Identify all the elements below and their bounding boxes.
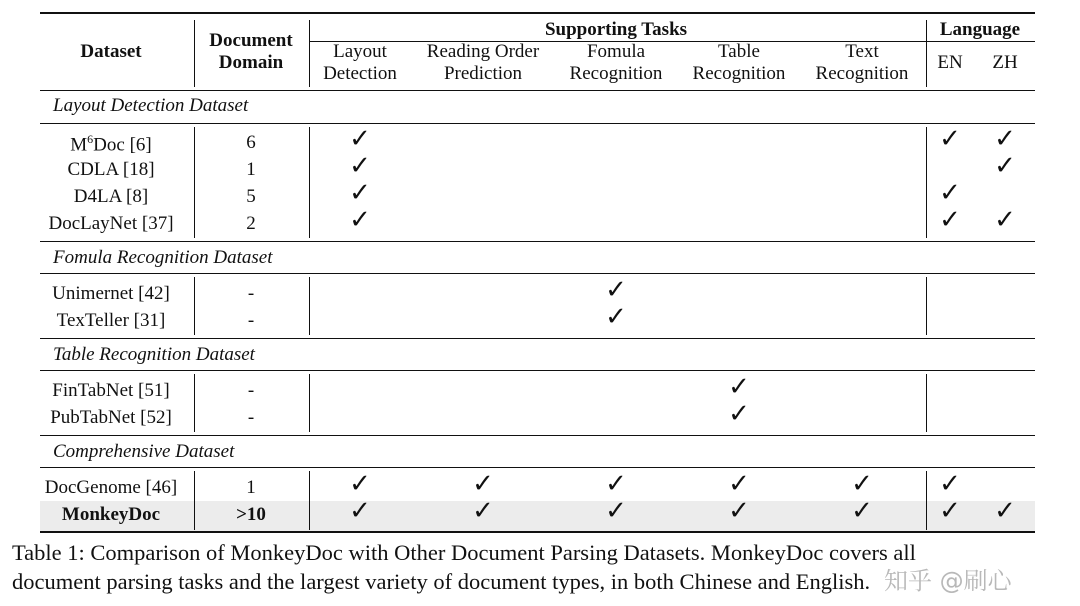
group-rule-4 bbox=[40, 338, 1035, 339]
checkmark-icon: ✓ bbox=[605, 302, 627, 332]
checkmark-icon: ✓ bbox=[605, 496, 627, 526]
checkmark-icon: ✓ bbox=[472, 496, 494, 526]
dataset-name bbox=[50, 408, 172, 427]
header-domain-line1: Document bbox=[209, 30, 293, 51]
group-rule-1 bbox=[40, 123, 1035, 124]
checkmark-icon: ✓ bbox=[994, 151, 1016, 181]
dataset-name-superscript: 6 bbox=[87, 132, 94, 146]
header-lang-zh: ZH bbox=[992, 52, 1018, 73]
dataset-name-suffix: Doc [6] bbox=[93, 134, 152, 156]
dataset-name-text: CDLA [18] bbox=[67, 159, 155, 180]
dataset-name bbox=[57, 311, 166, 330]
document-domain-value: - bbox=[247, 283, 255, 304]
checkmark-icon: ✓ bbox=[939, 496, 961, 526]
checkmark-icon: ✓ bbox=[994, 124, 1016, 154]
checkmark-icon: ✓ bbox=[605, 469, 627, 499]
header-task-table-line1: Table bbox=[718, 41, 760, 62]
caption-line-2: document parsing tasks and the largest variety of document types, in both Chinese and English. bbox=[12, 569, 871, 594]
highlight-row-background bbox=[40, 501, 1035, 531]
comparison-table bbox=[40, 0, 1035, 540]
header-task-table-line2: Recognition bbox=[692, 63, 786, 84]
dataset-name bbox=[48, 214, 173, 233]
column-divider bbox=[309, 277, 310, 335]
checkmark-icon: ✓ bbox=[939, 469, 961, 499]
document-domain-value: 1 bbox=[246, 159, 256, 180]
column-divider bbox=[926, 471, 927, 530]
group-rule-2 bbox=[40, 241, 1035, 242]
group-rule-5 bbox=[40, 370, 1035, 371]
checkmark-icon: ✓ bbox=[851, 469, 873, 499]
caption-line-1: Table 1: Comparison of MonkeyDoc with Other Document Parsing Datasets. MonkeyDoc covers all bbox=[12, 540, 916, 565]
dataset-name-text: DocGenome [46] bbox=[44, 477, 178, 498]
document-domain-value: 5 bbox=[246, 186, 256, 207]
header-language: Language bbox=[939, 19, 1021, 40]
column-divider bbox=[194, 277, 195, 335]
checkmark-icon: ✓ bbox=[728, 469, 750, 499]
group-title: Fomula Recognition Dataset bbox=[53, 247, 273, 268]
group-title: Layout Detection Dataset bbox=[53, 95, 249, 116]
dataset-name bbox=[62, 505, 160, 524]
header-task-text-line2: Recognition bbox=[815, 63, 909, 84]
dataset-name-text: PubTabNet [52] bbox=[50, 407, 172, 428]
header-task-reading-line1: Reading Order bbox=[426, 41, 540, 62]
checkmark-icon: ✓ bbox=[939, 178, 961, 208]
dataset-name-text: DocLayNet [37] bbox=[48, 213, 174, 234]
checkmark-icon: ✓ bbox=[994, 205, 1016, 235]
checkmark-icon: ✓ bbox=[349, 496, 371, 526]
dataset-name-text: M bbox=[70, 134, 88, 156]
document-domain-value: 1 bbox=[246, 477, 256, 498]
column-divider bbox=[309, 471, 310, 530]
column-divider bbox=[194, 374, 195, 432]
group-title: Table Recognition Dataset bbox=[53, 344, 255, 365]
bottom-rule bbox=[40, 531, 1035, 533]
checkmark-icon: ✓ bbox=[939, 124, 961, 154]
group-title: Comprehensive Dataset bbox=[53, 441, 235, 462]
checkmark-icon: ✓ bbox=[349, 469, 371, 499]
checkmark-icon: ✓ bbox=[728, 372, 750, 402]
language-underline bbox=[927, 41, 1035, 42]
document-domain-value: - bbox=[247, 380, 255, 401]
checkmark-icon: ✓ bbox=[349, 151, 371, 181]
header-column-divider bbox=[194, 20, 195, 87]
checkmark-icon: ✓ bbox=[851, 496, 873, 526]
checkmark-icon: ✓ bbox=[994, 496, 1016, 526]
document-domain-value: 6 bbox=[246, 132, 256, 153]
document-domain-value: 2 bbox=[246, 213, 256, 234]
header-task-layout-line2: Detection bbox=[323, 63, 397, 84]
dataset-name bbox=[45, 478, 177, 497]
checkmark-icon: ✓ bbox=[349, 178, 371, 208]
watermark: 知乎 @刷心 bbox=[884, 567, 1012, 595]
document-domain-value: - bbox=[247, 310, 255, 331]
column-divider bbox=[194, 127, 195, 238]
group-rule-7 bbox=[40, 467, 1035, 468]
dataset-name-text: D4LA [8] bbox=[73, 186, 149, 207]
checkmark-icon: ✓ bbox=[605, 275, 627, 305]
header-task-text-line1: Text bbox=[845, 41, 879, 62]
header-task-formula-line1: Fomula bbox=[586, 41, 646, 62]
header-lang-en: EN bbox=[937, 52, 963, 73]
column-divider bbox=[309, 374, 310, 432]
checkmark-icon: ✓ bbox=[349, 124, 371, 154]
header-task-layout-line1: Layout bbox=[333, 41, 387, 62]
column-divider bbox=[926, 374, 927, 432]
checkmark-icon: ✓ bbox=[728, 496, 750, 526]
group-rule-6 bbox=[40, 435, 1035, 436]
dataset-name bbox=[52, 284, 170, 303]
document-domain-value: - bbox=[247, 407, 255, 428]
top-rule bbox=[40, 12, 1035, 14]
group-rule-3 bbox=[40, 273, 1035, 274]
checkmark-icon: ✓ bbox=[472, 469, 494, 499]
column-divider bbox=[194, 471, 195, 530]
column-divider bbox=[926, 127, 927, 238]
header-column-divider bbox=[309, 20, 310, 87]
column-divider bbox=[926, 277, 927, 335]
dataset-name bbox=[74, 187, 148, 206]
dataset-name bbox=[70, 133, 151, 154]
checkmark-icon: ✓ bbox=[349, 205, 371, 235]
column-divider bbox=[309, 127, 310, 238]
checkmark-icon: ✓ bbox=[939, 205, 961, 235]
dataset-name-text: FinTabNet [51] bbox=[52, 380, 170, 401]
dataset-name bbox=[67, 160, 154, 179]
header-column-divider bbox=[926, 20, 927, 87]
header-rule bbox=[40, 90, 1035, 91]
header-domain-line2: Domain bbox=[218, 52, 284, 73]
dataset-name-text: TexTeller [31] bbox=[56, 310, 166, 331]
dataset-name-text: MonkeyDoc bbox=[61, 504, 161, 525]
header-task-formula-line2: Recognition bbox=[569, 63, 663, 84]
dataset-name-text: Unimernet [42] bbox=[52, 283, 170, 304]
checkmark-icon: ✓ bbox=[728, 399, 750, 429]
header-task-reading-line2: Prediction bbox=[443, 63, 523, 84]
dataset-name bbox=[52, 381, 169, 400]
header-dataset: Dataset bbox=[80, 41, 142, 62]
header-supporting-tasks: Supporting Tasks bbox=[544, 19, 688, 40]
document-domain-value: >10 bbox=[236, 504, 266, 525]
